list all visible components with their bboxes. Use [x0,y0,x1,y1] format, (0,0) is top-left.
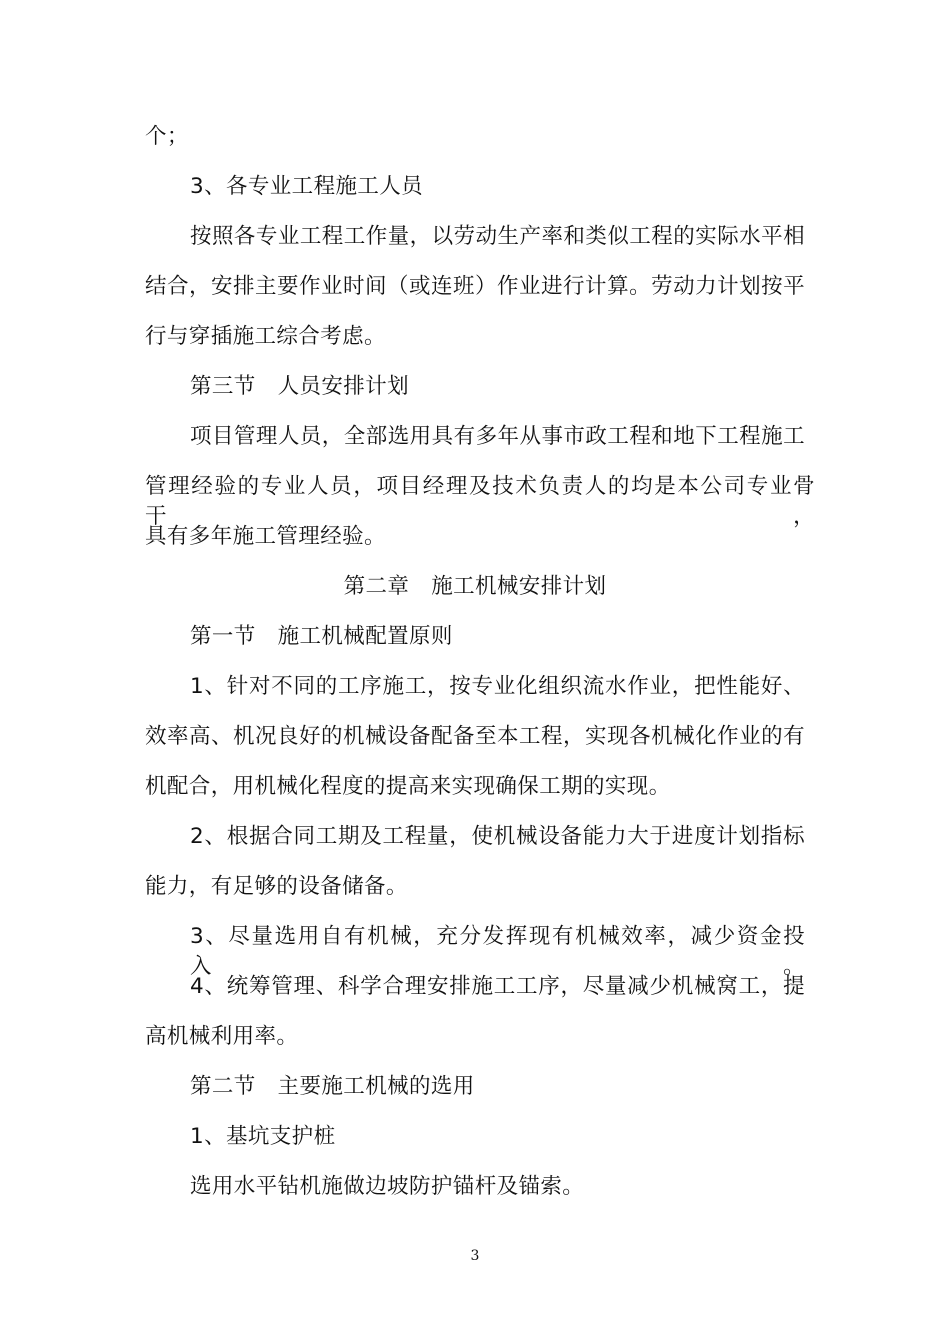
paragraph-line: 项目管理人员，全部选用具有多年从事市政工程和地下工程施工 [190,424,805,449]
paragraph-line: 行与穿插施工综合考虑。 [145,324,386,349]
text-line: 个； [145,124,189,149]
list-item-line: 2、根据合同工期及工程量，使机械设备能力大于进度计划指标 [190,824,805,849]
list-heading: 3、各专业工程施工人员 [190,174,424,199]
section-heading: 第一节 施工机械配置原则 [190,624,453,649]
paragraph-line: 机配合，用机械化程度的提高来实现确保工期的实现。 [145,774,671,799]
section-heading: 第二节 主要施工机械的选用 [190,1074,475,1099]
list-item-line: 3、尽量选用自有机械，充分发挥现有机械效率，减少资金投入。 [190,924,805,979]
paragraph-line: 选用水平钻机施做边坡防护锚杆及锚索。 [190,1174,585,1199]
paragraph-line: 高机械利用率。 [145,1024,299,1049]
page-number: 3 [470,1248,480,1264]
paragraph-line: 管理经验的专业人员，项目经理及技术负责人的均是本公司专业骨干， [145,474,815,529]
section-heading: 第三节 人员安排计划 [190,374,410,399]
chapter-heading: 第二章 施工机械安排计划 [343,574,607,599]
list-item-line: 4、统筹管理、科学合理安排施工工序，尽量减少机械窝工，提 [190,974,805,999]
paragraph-line: 效率高、机况良好的机械设备配备至本工程，实现各机械化作业的有 [145,724,805,749]
list-heading: 1、基坑支护桩 [190,1124,336,1149]
paragraph-line: 能力，有足够的设备储备。 [145,874,408,899]
paragraph-line: 具有多年施工管理经验。 [145,524,386,549]
paragraph-line: 结合，安排主要作业时间（或连班）作业进行计算。劳动力计划按平 [145,274,805,299]
paragraph-line: 按照各专业工程工作量，以劳动生产率和类似工程的实际水平相 [190,224,805,249]
list-item-line: 1、针对不同的工序施工，按专业化组织流水作业，把性能好、 [190,674,805,699]
